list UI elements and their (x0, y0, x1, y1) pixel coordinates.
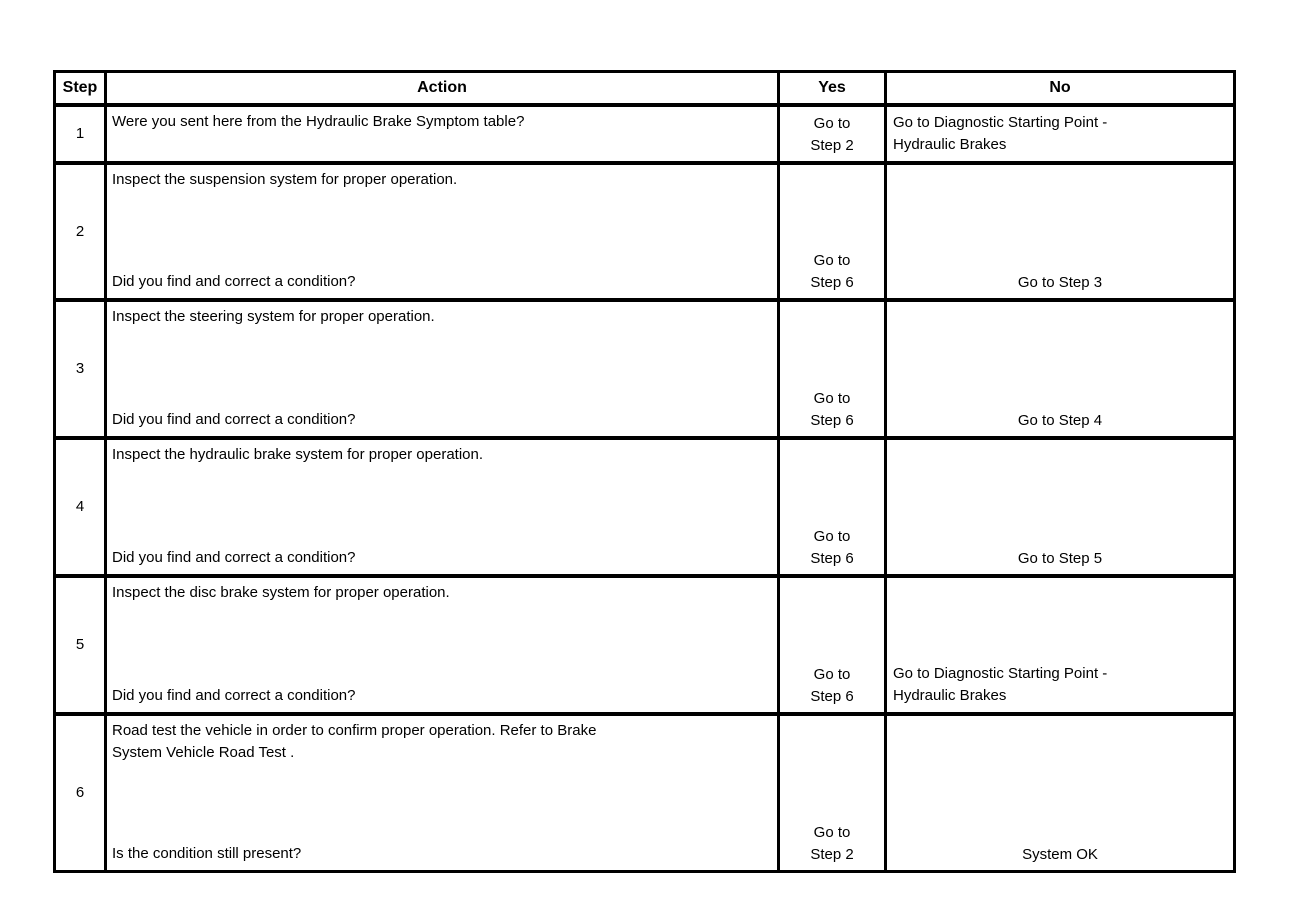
yes-text: Go to (813, 666, 851, 683)
no-text: Go to Step 3 (1017, 274, 1103, 291)
action-cell-1 (107, 107, 777, 161)
action-cell-4 (107, 440, 777, 574)
header-no-label: No (1049, 79, 1071, 96)
action-line: Inspect the suspension system for proper operation. (112, 171, 458, 188)
step-cell-5 (56, 578, 104, 712)
action-line: Inspect the disc brake system for proper operation. (112, 584, 450, 601)
yes-text: Go to (813, 115, 851, 132)
action-line: Inspect the steering system for proper operation. (112, 308, 435, 325)
diagnostic-table (53, 70, 1236, 873)
yes-text: Step 6 (810, 412, 854, 429)
yes-text: Step 2 (810, 846, 854, 863)
step-cell-6 (56, 716, 104, 870)
no-cell-4 (887, 440, 1233, 574)
yes-text: Go to (813, 390, 851, 407)
no-text: Go to Diagnostic Starting Point - (893, 114, 1108, 131)
action-cell-2 (107, 165, 777, 298)
no-text: Go to Step 5 (1017, 550, 1103, 567)
step-number: 1 (75, 125, 85, 142)
step-number: 6 (75, 784, 85, 801)
action-cell-6 (107, 716, 777, 870)
action-text (112, 169, 769, 191)
no-text: Hydraulic Brakes (893, 136, 1007, 153)
no-text: Hydraulic Brakes (893, 687, 1007, 704)
yes-text: Step 6 (810, 688, 854, 705)
no-cell-2 (887, 165, 1233, 298)
no-text: System OK (1022, 846, 1098, 863)
action-text (112, 306, 769, 328)
action-line: Were you sent here from the Hydraulic Brake Symptom table? (112, 113, 525, 130)
step-number: 2 (75, 222, 85, 240)
yes-text: Step 6 (810, 274, 854, 291)
yes-text: Go to (813, 252, 851, 269)
header-no (887, 73, 1233, 103)
yes-cell-3 (780, 302, 884, 436)
yes-text: Step 2 (810, 137, 854, 154)
step-number: 3 (75, 360, 85, 377)
action-line: Road test the vehicle in order to confirm proper operation. Refer to Brake (112, 722, 597, 739)
no-text: Go to Diagnostic Starting Point - (893, 665, 1108, 682)
no-cell-6 (887, 716, 1233, 870)
action-line: Inspect the hydraulic brake system for proper operation. (112, 446, 484, 463)
action-text (112, 111, 769, 133)
question-text: Did you find and correct a condition? (112, 411, 356, 428)
action-line: System Vehicle Road Test . (112, 744, 295, 761)
step-cell-2 (56, 165, 104, 298)
question-text: Did you find and correct a condition? (112, 549, 356, 566)
yes-cell-6 (780, 716, 884, 870)
yes-text: Step 6 (810, 550, 854, 567)
action-cell-3 (107, 302, 777, 436)
step-cell-1 (56, 107, 104, 161)
step-number: 5 (75, 636, 85, 653)
yes-text: Go to (813, 528, 851, 545)
header-yes-label: Yes (818, 79, 846, 96)
action-text (112, 720, 769, 764)
header-action-label: Action (417, 79, 467, 96)
no-cell-5 (887, 578, 1233, 712)
yes-cell-5 (780, 578, 884, 712)
step-number: 4 (75, 498, 85, 515)
no-text: Go to Step 4 (1017, 412, 1103, 429)
question-text: Did you find and correct a condition? (112, 687, 356, 704)
yes-cell-2 (780, 165, 884, 298)
header-yes (780, 73, 884, 103)
yes-cell-4 (780, 440, 884, 574)
action-text (112, 444, 769, 466)
yes-text: Go to (813, 824, 851, 841)
no-cell-3 (887, 302, 1233, 436)
header-step (56, 73, 104, 103)
action-cell-5 (107, 578, 777, 712)
step-cell-4 (56, 440, 104, 574)
header-step-label: Step (62, 79, 98, 96)
question-text: Did you find and correct a condition? (112, 273, 356, 290)
question-text: Is the condition still present? (112, 845, 302, 862)
header-action (107, 73, 777, 103)
action-text (112, 582, 769, 604)
step-cell-3 (56, 302, 104, 436)
yes-cell-1 (780, 107, 884, 161)
no-cell-1 (887, 107, 1233, 161)
